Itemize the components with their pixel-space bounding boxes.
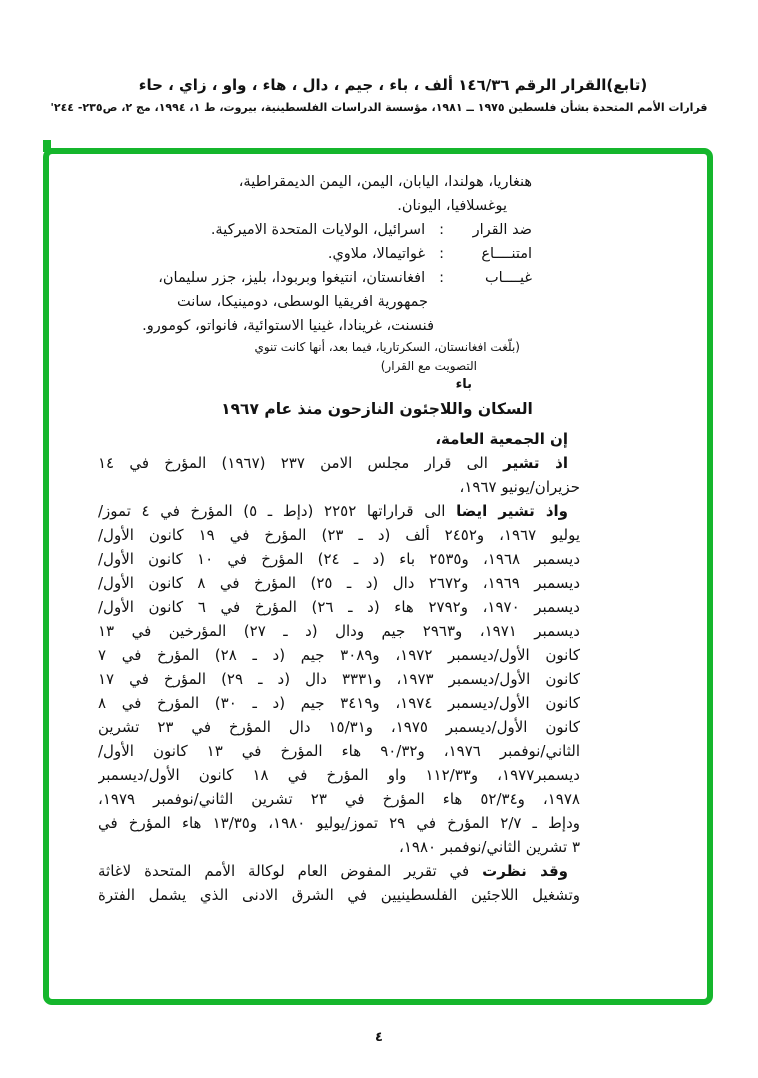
section-title: السكان واللاجئون النازحون منذ عام ١٩٦٧ [221, 400, 533, 418]
source-citation: قرارات الأمم المتحدة بشأن فلسطين ١٩٧٥ ــ ١٩٨١، مؤسسة الدراسات الفلسطينية، بيروت، ط ١، ١٩٩٤، مج ٢، ص٢٣٥- ٢٤٤' [50, 101, 708, 114]
body-text-line [98, 451, 568, 475]
body-line-text: حزيران/يونيو ١٩٦٧، [459, 478, 580, 496]
body-line-text: ديسمبر ١٩٦٨، و٢٥٣٥ باء (د ـ ٢٤) المؤرخ في ١٠ كانون الأول/ [98, 550, 580, 568]
body-line-lead: واذ تشير ايضا [456, 502, 568, 520]
vote-category-label: غيــــاب [484, 270, 532, 286]
body-text-line [98, 643, 580, 667]
body-text-line [98, 859, 568, 883]
body-line-text: كانون الأول/ديسمبر ١٩٧٤، و٣٤١٩ جيم (د ـ ٣٠) المؤرخ في ٨ [98, 694, 580, 712]
body-line-lead: إن الجمعية العامة، [435, 430, 568, 448]
body-line-text: كانون الأول/ديسمبر ١٩٧٢، و٣٠٨٩ جيم (د ـ ٢٨) المؤرخ في ٧ [98, 646, 580, 664]
body-text-line [98, 739, 580, 763]
body-text-line [98, 547, 580, 571]
body-text-line [98, 763, 580, 787]
vote-countries-text: فنسنت، غرينادا، غينيا الاستوائية، فانواتو، كومورو. [142, 318, 434, 334]
body-text-line [98, 715, 580, 739]
vote-countries-value: افغانستان، انتيغوا وبربودا، بليز، جزر سليمان، [158, 270, 426, 286]
body-text-line [98, 691, 580, 715]
vote-colon: : [439, 246, 444, 262]
vote-countries-text: هنغاريا، هولندا، اليابان، اليمن، اليمن الديمقراطية، [238, 174, 532, 190]
section-letter: باء [455, 377, 472, 392]
body-line-text: وتشغيل اللاجئين الفلسطينيين في الشرق الادنى الذي يشمل الفترة [98, 886, 580, 904]
voting-line [98, 338, 520, 357]
voting-line [98, 266, 532, 290]
body-text-line [98, 427, 568, 451]
body-line-text: الى قرار مجلس الامن ٢٣٧ (١٩٦٧) المؤرخ في ١٤ [98, 454, 504, 472]
vote-category-label: امتنــــاع [481, 246, 532, 262]
voting-results-block [98, 170, 532, 376]
body-text-line [98, 523, 580, 547]
body-line-text: ١٩٧٨، و٥٢/٣٤ هاء المؤرخ في ٢٣ تشرين الثاني/نوفمبر ١٩٧٩، [98, 790, 580, 808]
voting-line [98, 242, 532, 266]
voting-line [98, 290, 428, 314]
vote-countries-text: التصويت مع القرار) [380, 359, 477, 373]
vote-countries-value: غواتيمالا، ملاوي. [327, 246, 426, 262]
body-text-line [98, 619, 580, 643]
page-footer [0, 1026, 758, 1045]
body-line-text: ودإط ـ ٢/٧ المؤرخ في ٢٩ تموز/يوليو ١٩٨٠، و١٣/٣٥ هاء المؤرخ في [98, 814, 580, 832]
body-line-lead: وقد نظرت [482, 862, 568, 880]
vote-countries-text: (بلّغت افغانستان، السكرتاريا، فيما بعد، أنها كانت تنوي [254, 340, 520, 354]
page-number: ٤ [375, 1030, 383, 1045]
body-line-text: الى قراراتها ٢٢٥٢ (دإط ـ ٥) المؤرخ في ٤ تموز/ [98, 502, 457, 520]
vote-colon: : [439, 270, 444, 286]
body-text-line [98, 595, 580, 619]
body-text-line [98, 787, 580, 811]
body-line-text: ديسمبر ١٩٧٠، و٢٧٩٢ هاء (د ـ ٢٦) المؤرخ في ٦ كانون الأول/ [98, 598, 580, 616]
voting-line [98, 170, 532, 194]
body-text-line [98, 811, 580, 835]
voting-line [98, 194, 507, 218]
body-line-text: كانون الأول/ديسمبر ١٩٧٣، و٣٣٣١ دال (د ـ ٢٩) المؤرخ في ١٧ [98, 670, 580, 688]
body-text-line [98, 667, 580, 691]
body-text-line [98, 475, 580, 499]
vote-category-label: ضد القرار [472, 222, 532, 238]
body-line-lead: اذ تشير [503, 454, 568, 472]
page-header [0, 76, 758, 114]
body-line-text: ٣ تشرين الثاني/نوفمبر ١٩٨٠، [398, 838, 580, 856]
body-line-text: في تقرير المفوض العام لوكالة الأمم المتحدة لاغاثة [98, 862, 483, 880]
body-text-line [98, 835, 580, 859]
vote-countries-value: اسرائيل، الولايات المتحدة الاميركية. [210, 222, 426, 238]
body-line-text: ديسمبر ١٩٧١، و٢٩٦٣ جيم ودال (د ـ ٢٧) المؤرخين في ١٣ [98, 622, 580, 640]
body-line-text: كانون الأول/ديسمبر ١٩٧٥، و١٥/٣١ دال المؤرخ في ٢٣ تشرين [98, 718, 580, 736]
body-text-line [98, 883, 580, 907]
voting-line [98, 357, 477, 376]
body-text-line [98, 499, 568, 523]
voting-line [98, 314, 434, 338]
vote-countries-text: جمهورية افريقيا الوسطى، دومينيكا، سانت [177, 294, 428, 310]
body-line-text: ديسمبر ١٩٦٩، و٢٦٧٢ دال (د ـ ٢٥) المؤرخ في ٨ كانون الأول/ [98, 574, 580, 592]
resolution-title: (تابع)القرار الرقم ١٤٦/٣٦ ألف ، باء ، جيم ، دال ، هاء ، واو ، زاي ، حاء [138, 76, 648, 94]
document-content [98, 170, 580, 907]
body-line-text: الثاني/نوفمبر ١٩٧٦، و٩٠/٣٢ هاء المؤرخ في ١٣ كانون الأول/ [98, 742, 580, 760]
body-line-text: يوليو ١٩٦٧، و٢٤٥٢ ألف (د ـ ٢٣) المؤرخ في ١٩ كانون الأول/ [98, 526, 580, 544]
resolution-body [98, 427, 580, 907]
body-text-line [98, 571, 580, 595]
body-line-text: ديسمبر١٩٧٧، و١١٢/٣٣ واو المؤرخ في ١٨ كانون الأول/ديسمبر [98, 766, 580, 784]
vote-countries-text: يوغسلافيا، اليونان. [397, 198, 507, 214]
voting-line [98, 218, 532, 242]
vote-colon: : [439, 222, 444, 238]
